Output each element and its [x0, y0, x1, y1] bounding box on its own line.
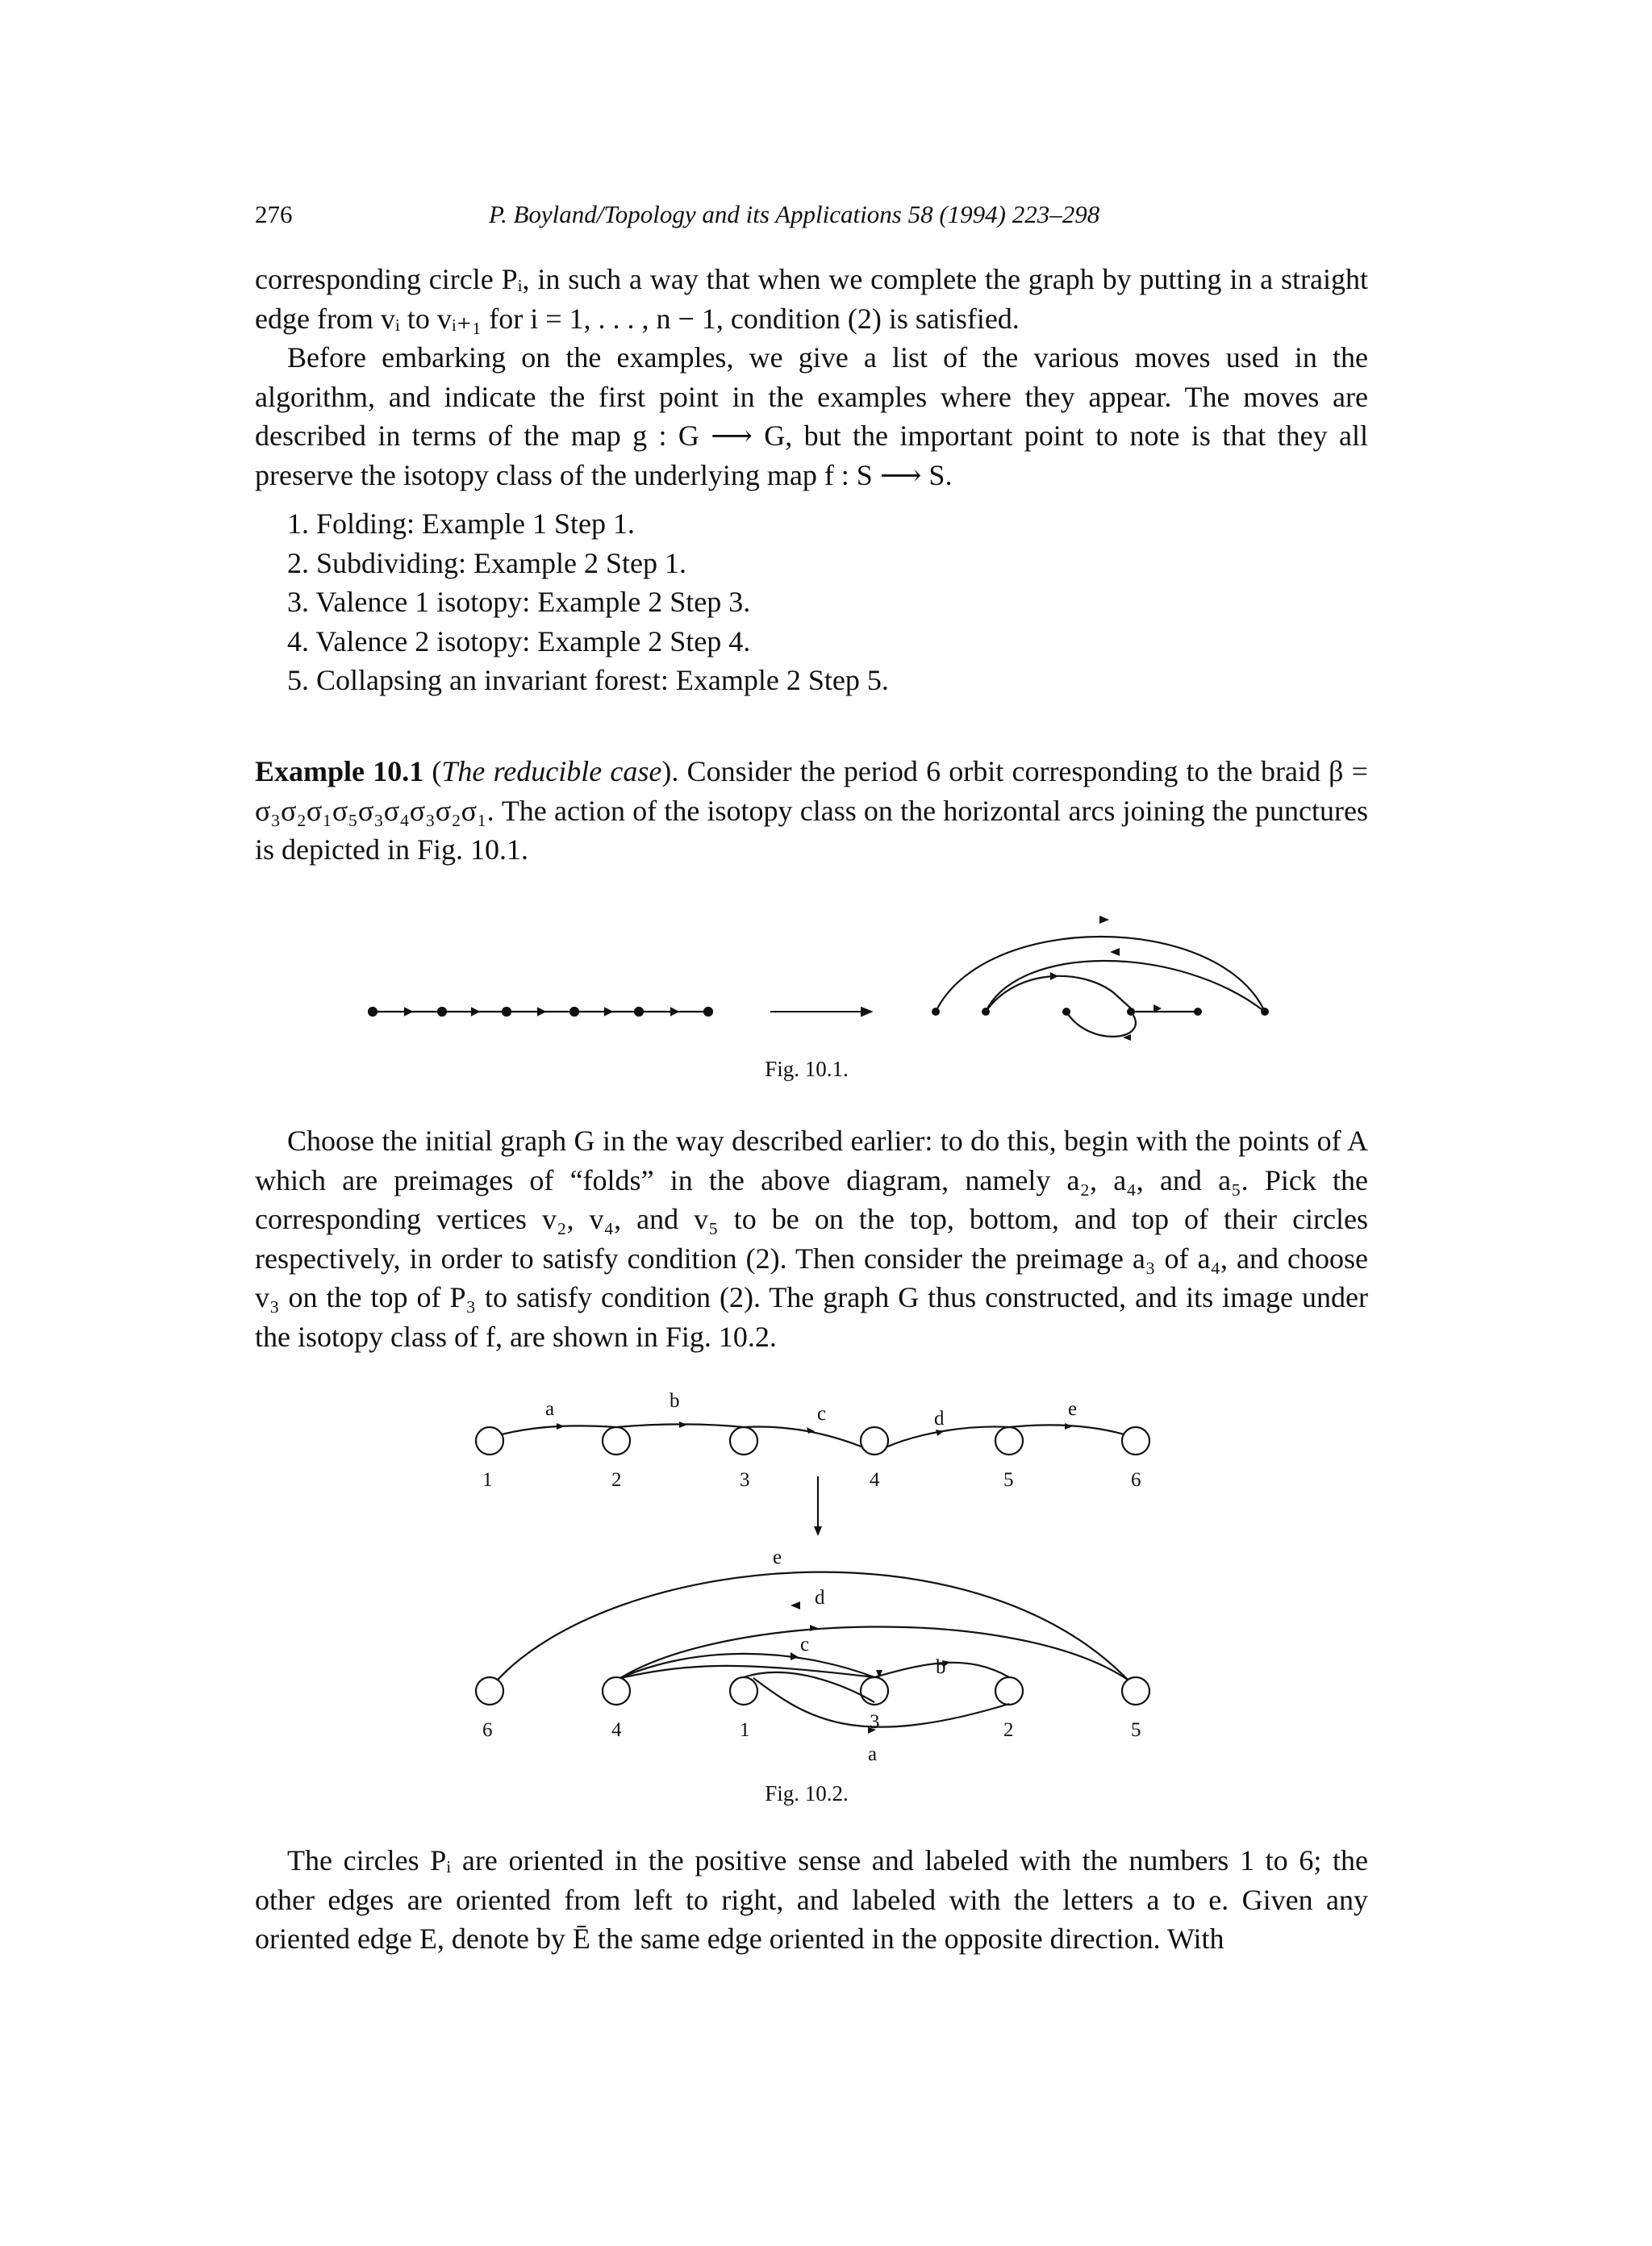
paragraph-continuation: corresponding circle Pᵢ, in such a way that when we complete the graph by putting in a straight edge from vᵢ to vᵢ₊₁ for i = 1, . . . , n − 1, condition (2) is satisfied.	[255, 263, 1368, 335]
fig2-bottom-edge-label: e	[773, 1547, 782, 1568]
fig2-top-edge-label: e	[1068, 1398, 1078, 1420]
fig2-top-edge-label: a	[545, 1398, 555, 1420]
paragraph-moves-intro: Before embarking on the examples, we give a list of the various moves used in the algorithm, and indicate the first point in the examples where they appear. The moves are described in terms of the map g : G ⟶ G, but the important point to note is that they all preserve the isotopy class of the underlying map f : S ⟶ S.	[255, 341, 1368, 491]
fig2-top-edge-label: d	[934, 1408, 945, 1430]
fig2-top-circle-label: 3	[740, 1469, 750, 1491]
fig1-caption: Fig. 10.1.	[765, 1057, 849, 1081]
example-label: Example 10.1	[255, 755, 424, 787]
page-header	[255, 200, 1368, 232]
moves-list-item: 1. Folding: Example 1 Step 1.	[287, 507, 635, 540]
paragraph-orientation: The circles Pᵢ are oriented in the positive sense and labeled with the numbers 1 to 6; the other edges are oriented from left to right, and labeled with the letters a to e. Given any oriented edge E, denote by Ē the same edge oriented in the opposite direction. With	[255, 1844, 1368, 1955]
fig2-bottom-circle-label: 2	[1003, 1719, 1014, 1741]
fig2-caption: Fig. 10.2.	[765, 1781, 849, 1806]
fig2-top-circle-label: 5	[1003, 1469, 1014, 1491]
fig2-bottom-graph	[476, 1572, 1149, 1727]
moves-list	[255, 504, 1368, 700]
fig2-top-circle-label: 4	[870, 1469, 880, 1491]
fig2-bottom-circle-label: 3	[870, 1711, 880, 1733]
example-block	[255, 752, 1368, 870]
fig2-bottom-circle-label: 4	[611, 1719, 622, 1741]
fig2-bottom-circle-label: 1	[740, 1719, 750, 1741]
fig2-top-edge-label: b	[670, 1390, 680, 1412]
example-text: . Consider the period 6 orbit corresponding to the braid β = σ₃σ₂σ₁σ₅σ₃σ₄σ₃σ₂σ₁. The action of the isotopy class on the horizontal arcs joining the punctures is depicted in Fig. 10.1.	[255, 755, 1368, 866]
text-block-intro	[255, 260, 1368, 700]
text-block-graph	[255, 1121, 1368, 1356]
page-number: 276	[255, 200, 293, 228]
figure-10-2	[0, 1380, 1652, 1799]
fig2-top-circle-label: 2	[611, 1469, 622, 1491]
fig2-bottom-edge-label: b	[936, 1656, 946, 1678]
fig1-straight-arcs	[369, 1008, 712, 1016]
fig2-bottom-circle-label: 6	[482, 1719, 493, 1741]
fig2-top-edge-label: c	[817, 1403, 827, 1425]
fig2-top-graph	[476, 1424, 1149, 1526]
moves-list-item: 2. Subdividing: Example 2 Step 1.	[287, 546, 686, 579]
paragraph-initial-graph: Choose the initial graph G in the way described earlier: to do this, begin with the points of A which are preimages of “folds” in the above diagram, namely a₂, a₄, and a₅. Pick the corresponding vertices v₂, v₄, and v₅ to be on the top, bottom, and top of their circles respectively, in order to satisfy condition (2). Then consider the preimage a₃ of a₄, and choose v₃ on the top of P₃ to satisfy condition (2). The graph G thus constructed, and its image under the isotopy class of f, are shown in Fig. 10.2.	[255, 1125, 1368, 1353]
fig2-top-circle-label: 1	[482, 1469, 493, 1491]
fig1-image-points	[932, 916, 1269, 1041]
text-block-orientation	[255, 1841, 1368, 1959]
fig2-bottom-edge-label: c	[800, 1634, 810, 1655]
fig2-top-circle-label: 6	[1131, 1469, 1141, 1491]
running-head: P. Boyland/Topology and its Applications 58 (1994) 223–298	[489, 200, 1100, 228]
fig1-map-arrow	[770, 1008, 871, 1016]
example-title: The reducible case	[441, 755, 662, 787]
moves-list-item: 4. Valence 2 isotopy: Example 2 Step 4.	[287, 624, 751, 658]
fig2-bottom-edge-label: d	[815, 1587, 825, 1609]
moves-list-item: 5. Collapsing an invariant forest: Example 2 Step 5.	[287, 664, 889, 696]
example-paragraph: Example 10.1 (The reducible case). Consider the period 6 orbit corresponding to the braid β = σ₃σ₂σ₁σ₅σ₃σ₄σ₃σ₂σ₁. The action of the isotopy class on the horizontal arcs joining the punctures is depicted in Fig. 10.1.	[255, 755, 1368, 866]
fig1-image-arcs	[936, 937, 1265, 1037]
fig2-bottom-circle-label: 5	[1131, 1719, 1141, 1741]
fig2-bottom-edge-label: a	[868, 1743, 878, 1765]
moves-list-item: 3. Valence 1 isotopy: Example 2 Step 3.	[287, 586, 751, 618]
